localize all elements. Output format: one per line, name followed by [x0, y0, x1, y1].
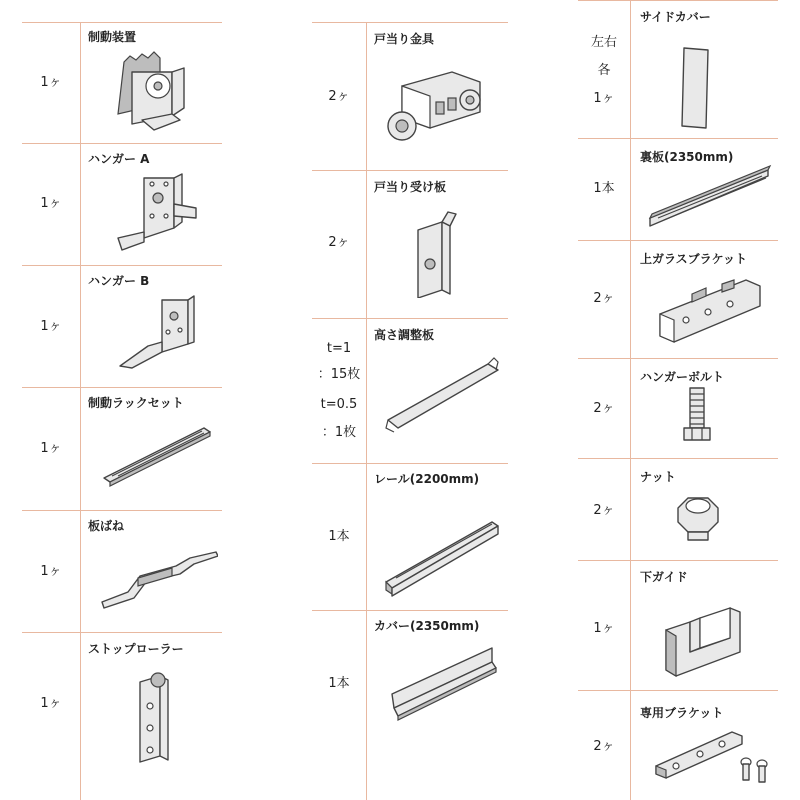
- part-name: サイドカバー: [640, 10, 711, 24]
- part-name: 戸当り受け板: [374, 180, 447, 194]
- quantity: t=1: [326, 341, 352, 356]
- part-name: 戸当り金具: [374, 32, 435, 46]
- door-stop-plate-icon: [408, 204, 478, 298]
- quantity: 2ヶ: [593, 503, 615, 518]
- dedicated-bracket-icon: [650, 720, 774, 796]
- quantity: 2ヶ: [593, 739, 615, 754]
- part-name: 下ガイド: [640, 570, 688, 584]
- brake-device-icon: [102, 42, 212, 138]
- quantity: 1ヶ: [40, 196, 62, 211]
- part-name: ナット: [640, 470, 676, 484]
- parts-column-3: [578, 0, 778, 800]
- hanger-bolt-icon: [678, 384, 718, 454]
- quantity: 1本: [593, 181, 615, 196]
- quantity: 1ヶ: [40, 564, 62, 579]
- nut-icon: [668, 484, 728, 550]
- hanger-b-icon: [108, 290, 208, 382]
- part-name: 高さ調整板: [374, 328, 435, 342]
- part-name: ハンガー B: [88, 274, 150, 288]
- quantity: 2ヶ: [328, 89, 350, 104]
- rail-icon: [382, 500, 502, 600]
- quantity: 2ヶ: [328, 235, 350, 250]
- part-name: 制動装置: [88, 30, 137, 44]
- quantity: 2ヶ: [593, 401, 615, 416]
- quantity: 各: [597, 63, 611, 78]
- quantity: 1ヶ: [40, 441, 62, 456]
- door-stop-fitting-icon: [382, 56, 492, 156]
- quantity: ：15枚: [317, 367, 361, 382]
- part-name: ハンガー A: [88, 152, 150, 166]
- quantity: 2ヶ: [593, 291, 615, 306]
- part-name: 裏板(2350mm): [640, 150, 734, 164]
- hanger-a-icon: [108, 168, 208, 260]
- stop-roller-icon: [118, 666, 198, 766]
- quantity: t=0.5: [320, 397, 358, 412]
- brake-rack-set-icon: [98, 420, 214, 490]
- part-name: レール(2200mm): [374, 472, 480, 486]
- cover-icon: [382, 644, 502, 744]
- quantity: 1ヶ: [40, 319, 62, 334]
- part-name: ストップローラー: [88, 642, 184, 656]
- quantity: ：1枚: [321, 425, 357, 440]
- side-cover-icon: [674, 40, 724, 132]
- height-shim-icon: [382, 350, 502, 446]
- parts-column-2: [312, 0, 508, 800]
- part-name: 上ガラスブラケット: [640, 252, 748, 266]
- upper-glass-bracket-icon: [652, 270, 768, 350]
- part-name: 専用ブラケット: [640, 706, 724, 720]
- quantity: 1本: [328, 529, 350, 544]
- part-name: 板ばね: [88, 519, 125, 533]
- leaf-spring-icon: [98, 540, 218, 620]
- quantity: 1ヶ: [40, 696, 62, 711]
- parts-column-1: [22, 0, 222, 800]
- quantity: 1ヶ: [593, 621, 615, 636]
- quantity: 1本: [328, 676, 350, 691]
- quantity: 左右: [590, 35, 617, 50]
- back-plate-icon: [644, 162, 774, 234]
- part-name: ハンガーボルト: [640, 370, 725, 384]
- part-name: 制動ラックセット: [88, 396, 184, 410]
- bottom-guide-icon: [658, 590, 748, 682]
- quantity: 1ヶ: [593, 91, 615, 106]
- part-name: カバー(2350mm): [374, 619, 480, 633]
- quantity: 1ヶ: [40, 75, 62, 90]
